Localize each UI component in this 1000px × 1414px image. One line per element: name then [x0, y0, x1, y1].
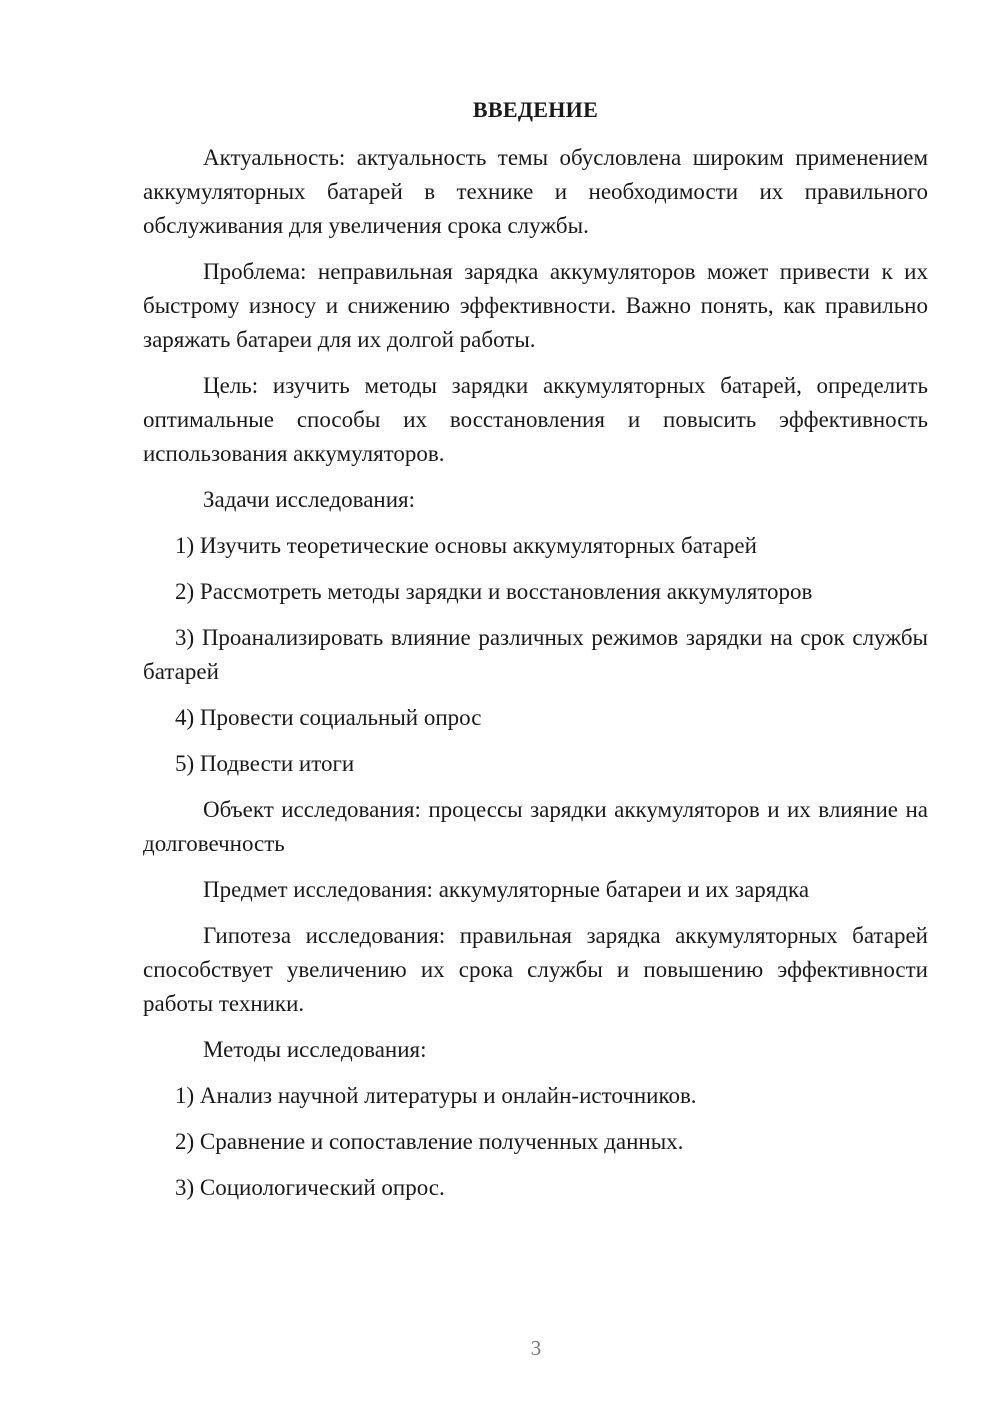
- method-item-3: 3) Социологический опрос.: [175, 1175, 445, 1200]
- method-item-1: 1) Анализ научной литературы и онлайн-источников.: [175, 1083, 697, 1108]
- page-number: 3: [530, 1336, 542, 1360]
- task-item-3: 3) Проанализировать влияние различных режимов зарядки на срок службы батарей: [143, 625, 928, 684]
- methods-heading: Методы исследования:: [203, 1037, 427, 1062]
- page-title: ВВЕДЕНИЕ: [472, 97, 599, 122]
- task-item-5: 5) Подвести итоги: [175, 751, 355, 776]
- task-item-1: 1) Изучить теоретические основы аккумуляторных батарей: [175, 533, 757, 558]
- task-item-4: 4) Провести социальный опрос: [175, 705, 482, 730]
- task-item-2: 2) Рассмотреть методы зарядки и восстановления аккумуляторов: [175, 579, 813, 604]
- hypothesis-paragraph: Гипотеза исследования: правильная зарядка аккумуляторных батарей способствует увеличению их срока службы и повышению эффективности работы техники.: [143, 923, 928, 1016]
- relevance-paragraph: Актуальность: актуальность темы обусловлена широким применением аккумуляторных батарей в технике и необходимости их правильного обслуживания для увеличения срока службы.: [143, 145, 928, 238]
- page-content: [143, 93, 928, 1217]
- object-paragraph: Объект исследования: процессы зарядки аккумуляторов и их влияние на долговечность: [143, 797, 928, 856]
- problem-paragraph: Проблема: неправильная зарядка аккумуляторов может привести к их быстрому износу и снижению эффективности. Важно понять, как правильно заряжать батареи для их долгой работы.: [143, 259, 928, 352]
- subject-paragraph: Предмет исследования: аккумуляторные батареи и их зарядка: [203, 877, 810, 902]
- tasks-heading: Задачи исследования:: [203, 487, 416, 512]
- method-item-2: 2) Сравнение и сопоставление полученных данных.: [175, 1129, 684, 1154]
- goal-paragraph: Цель: изучить методы зарядки аккумуляторных батарей, определить оптимальные способы их восстановления и повысить эффективность использования аккумуляторов.: [143, 373, 928, 466]
